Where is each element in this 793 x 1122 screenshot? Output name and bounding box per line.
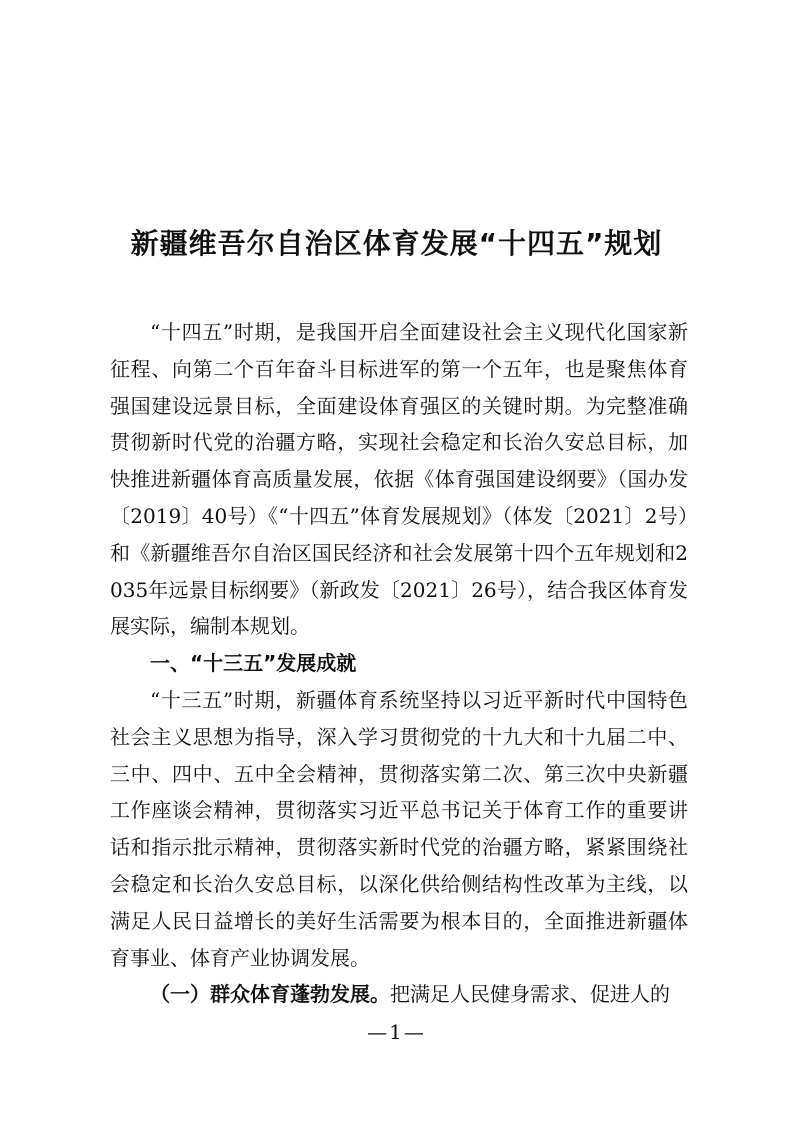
document-title: 新疆维吾尔自治区体育发展“十四五”规划 bbox=[130, 227, 663, 260]
page-number: —1— bbox=[367, 1020, 426, 1044]
intro-paragraph: “十四五”时期，是我国开启全面建设社会主义现代化国家新征程、向第二个百年奋斗目标进军的第一个五年，也是聚焦体育强国建设远景目标，全面建设体育强区的关键时期。为完整准确贯彻新时代党的治疆方略，实现社会稳定和长治久安总目标，加快推进新疆体育高质量发展，依据《体育强国建设纲要》（国办发〔2019〕40号）《“十四五”体育发展规划》（体发〔2021〕2号）和《新疆维吾尔自治区国民经济和社会发展第十四个五年规划和2035年远景目标纲要》（新政发〔2021〕26号），结合我区体育发展实际，编制本规划。 bbox=[110, 320, 688, 639]
section-heading-1: 一、“十三五”发展成就 bbox=[150, 651, 357, 676]
subsection-1-paragraph bbox=[110, 976, 688, 1013]
subsection-1-text: 把满足人民健身需求、促进人的 bbox=[390, 982, 670, 1007]
subsection-1-lead: （一）群众体育蓬勃发展。 bbox=[150, 982, 390, 1007]
section-1-paragraph: “十三五”时期，新疆体育系统坚持以习近平新时代中国特色社会主义思想为指导，深入学习贯彻党的十九大和十九届二中、三中、四中、五中全会精神，贯彻落实第二次、第三次中央新疆工作座谈会精神，贯彻落实习近平总书记关于体育工作的重要讲话和指示批示精神，贯彻落实新时代党的治疆方略，紧紧围绕社会稳定和长治久安总目标，以深化供给侧结构性改革为主线，以满足人民日益增长的美好生活需要为根本目的，全面推进新疆体育事业、体育产业协调发展。 bbox=[110, 687, 688, 970]
document-body bbox=[110, 314, 688, 1013]
